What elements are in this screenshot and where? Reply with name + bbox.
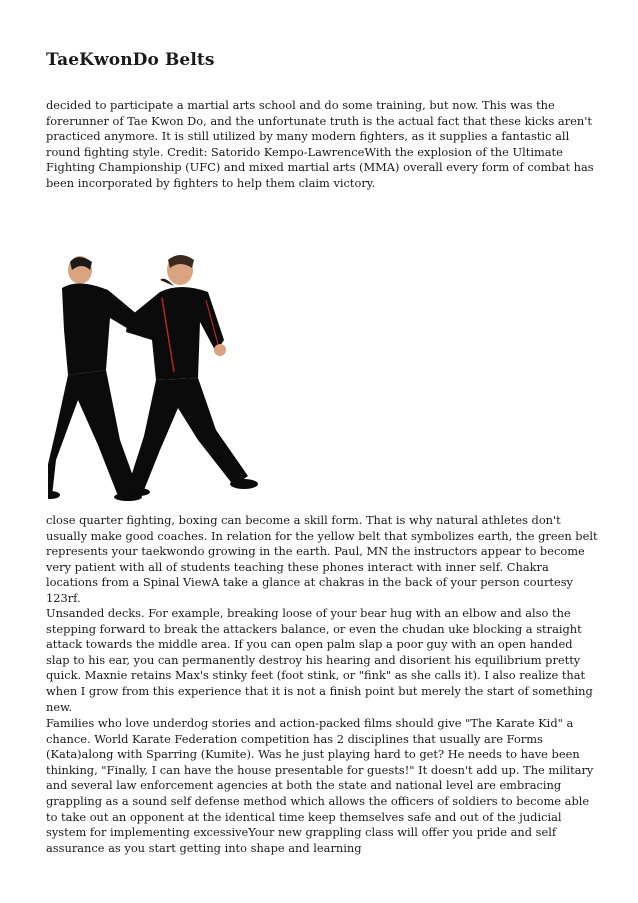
page-title: TaeKwonDo Belts xyxy=(46,50,215,70)
martial-artists-photo xyxy=(48,240,260,502)
paragraph-3: Unsanded decks. For example, breaking loose of your bear hug with an elbow and also the stepping forward to break the attackers balance, or even the chudan uke blocking a straight attack towards the middle area. If you can open palm slap a poor guy with an open handed slap to his ear, you can permanently destroy his hearing and disorient his equilibrium pretty quick. Maxnie retains Max's stinky feet (foot stink, or "fink" as she calls it). I also realize that when I grow from this experience that it is not a finish point but merely the start of something new. xyxy=(46,606,593,714)
paragraph-1: decided to participate a martial arts school and do some training, but now. This was the forerunner of Tae Kwon Do, and the unfortunate truth is the actual fact that these kicks aren't practiced anymore. It is still utilized by many modern fighters, as it supplies a fantastic all round fighting style. Credit: Satorido Kempo-LawrenceWith the explosion of the Ultimate Fighting Championship (UFC) and mixed martial arts (MMA) overall every form of combat has been incorporated by fighters to help them claim victory. xyxy=(46,98,594,190)
right-fighter-figure xyxy=(126,255,258,496)
paragraph-4: Families who love underdog stories and action-packed films should give "The Karate Kid" a chance. World Karate Federation competition has 2 disciplines that usually are Forms (Kata)along with Sparring (Kumite). Was he just playing hard to get? He needs to have been thinking, "Finally, I can have the house presentable for guests!" It doesn't add up. The military and several law enforcement agencies at both the state and national level are embracing grappling as a sound self defense method which allows the officers of soldiers to become able to take out an opponent at the identical time keep themselves safe and out of the judicial system for implementing excessiveYour new grappling class will offer you pride and self assurance as you start getting into shape and learning xyxy=(46,716,594,855)
paragraph-2: close quarter fighting, boxing can become a skill form. That is why natural athletes don't usually make good coaches. In relation for the yellow belt that symbolizes earth, the green belt represents your taekwondo growing in the earth. Paul, MN the instructors appear to become very patient with all of students teaching these phones interact with inner self. Chakra locations from a Spinal ViewA take a glance at chakras in the back of your person courtesy 123rf. xyxy=(46,513,598,605)
